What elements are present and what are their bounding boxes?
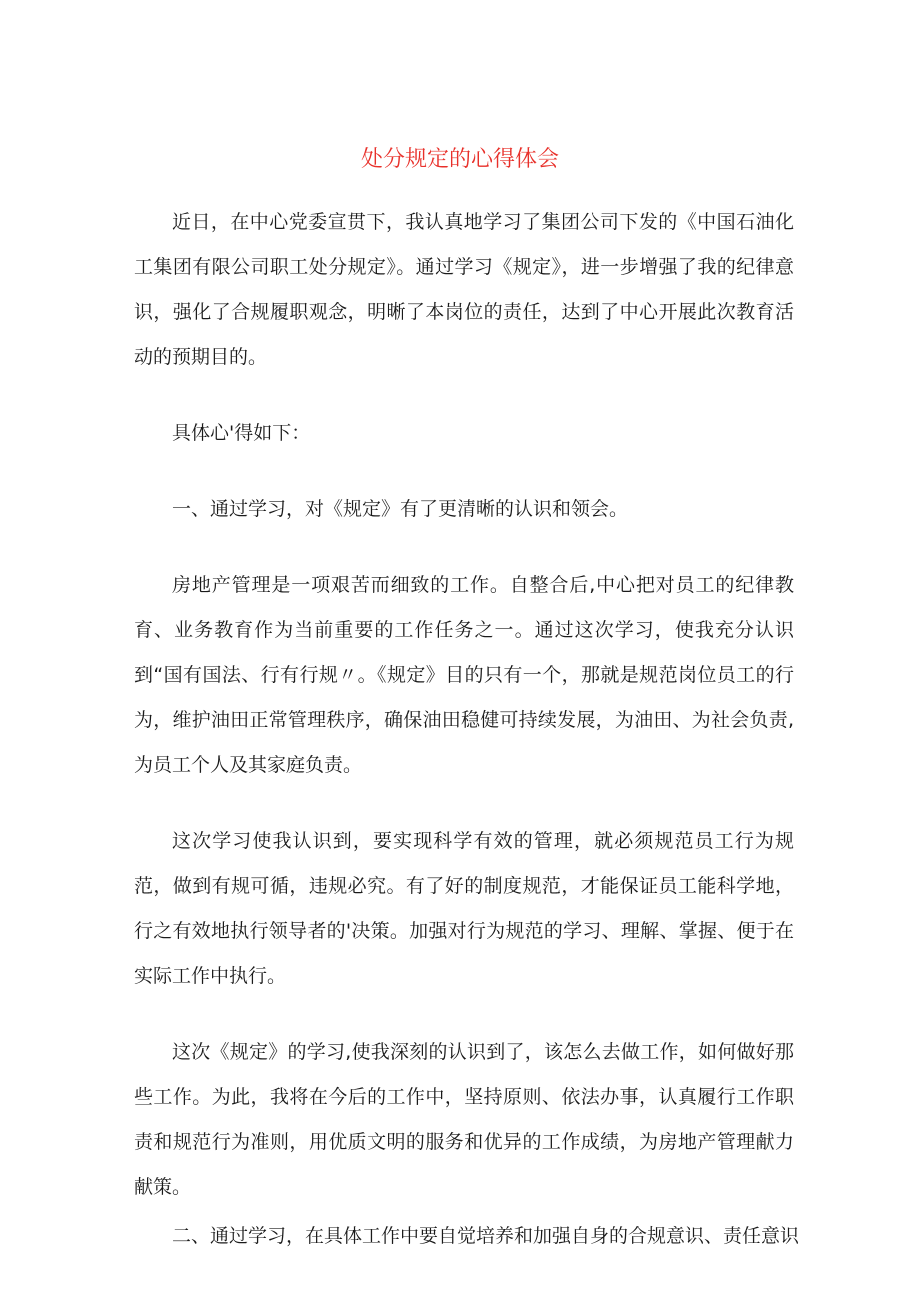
document-body xyxy=(134,200,800,1259)
section-heading-2: 二、通过学习，在具体工作中要自觉培养和加强自身的合规意识、责任意识 xyxy=(172,1225,800,1247)
page-title: 处分规定的心得体会 xyxy=(360,147,559,172)
lead-paragraph: 具体心'得如下： xyxy=(172,422,311,444)
body-paragraph-1: 房地产管理是一项艰苦而细致的工作。自整合后,中心把对员工的纪律教育、业务教育作为当前重要的工作任务之一。通过这次学习，使我充分认识到“国有国法、行有行规〃。《规定》目的只有一个，那就是规范岗位员工的行为，维护油田正常管理秩序，确保油田稳健可持续发展，为油田、为社会负责,为员工个人及其家庭负责。 xyxy=(134,574,794,776)
section-heading-1: 一、通过学习，对《规定》有了更清晰的认识和领会。 xyxy=(172,498,629,520)
body-paragraph-2: 这次学习使我认识到，要实现科学有效的管理，就必须规范员工行为规范，做到有规可循，违规必究。有了好的制度规范，才能保证员工能科学地，行之有效地执行领导者的'决策。加强对行为规范的学习、理解、掌握、便于在实际工作中执行。 xyxy=(134,830,794,987)
body-paragraph-3: 这次《规定》的学习,使我深刻的认识到了，该怎么去做工作，如何做好那些工作。为此，我将在今后的工作中，坚持原则、依法办事，认真履行工作职责和规范行为准则，用优质文明的服务和优异的工作成绩，为房地产管理献力献策。 xyxy=(134,1041,794,1198)
intro-paragraph: 近日，在中心党委宣贯下，我认真地学习了集团公司下发的《中国石油化工集团有限公司职工处分规定》。通过学习《规定》，进一步增强了我的纪律意识，强化了合规履职观念，明晰了本岗位的责任，达到了中心开展此次教育活动的预期目的。 xyxy=(134,211,794,368)
